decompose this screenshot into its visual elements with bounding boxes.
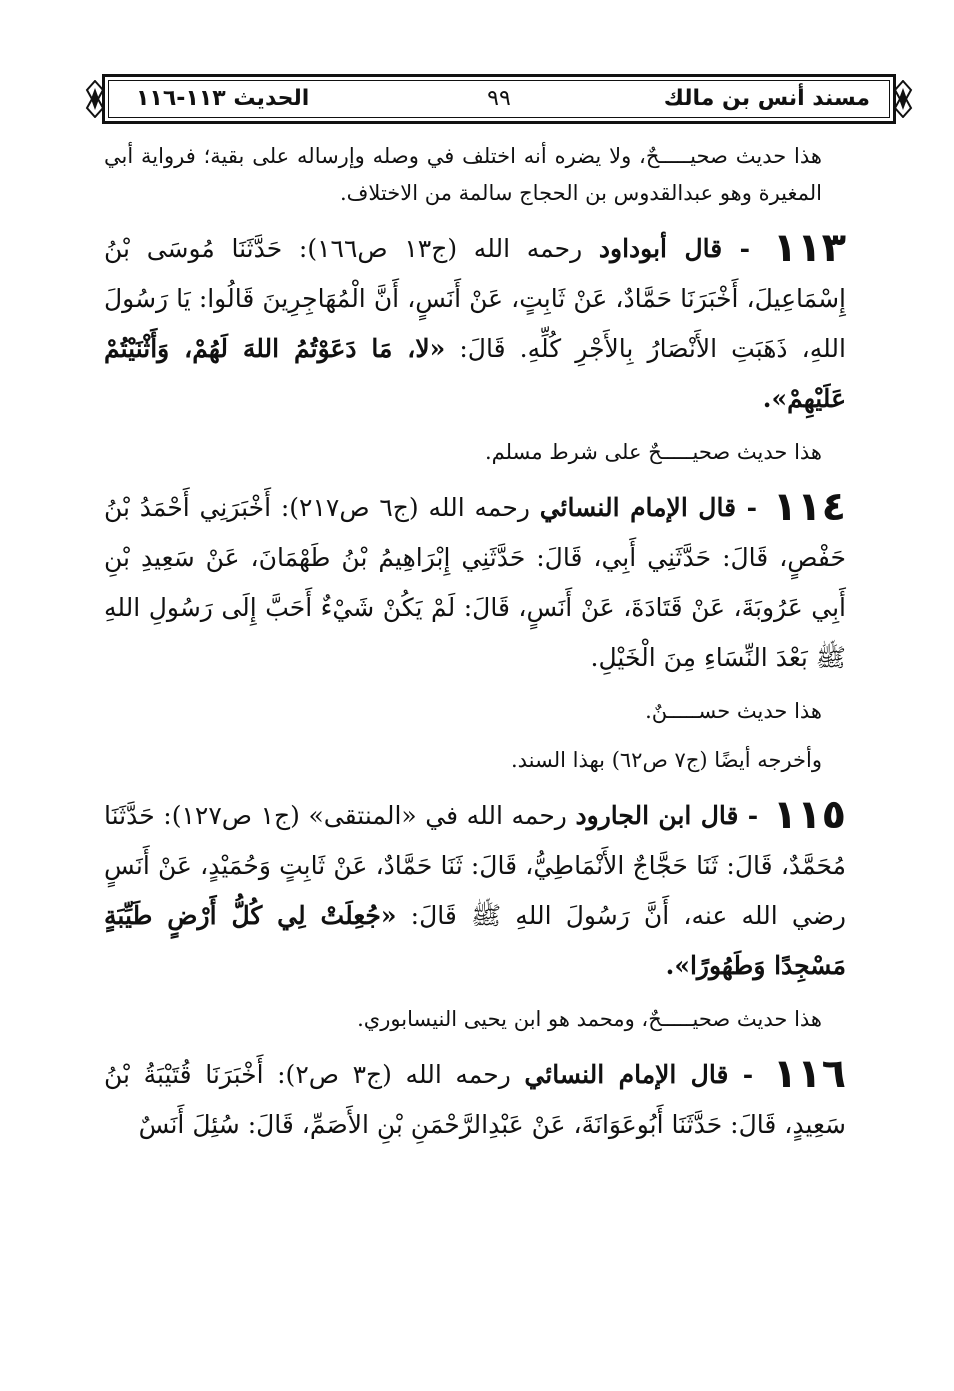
page-number: ٩٩: [487, 86, 511, 111]
hadith-intro: - قال ابن الجارود: [575, 801, 759, 830]
hadith-text: رحمه الله في «المنتقى» (ج١ ص١٢٧): حَدَّثَنَا مُحَمَّدٌ، قَالَ: ثَنَا حَجَّاجٌ الأَنْمَاطِيُّ، قَالَ: ثَنَا حَمَّادٌ، عَنْ ثَابِتٍ وَحُمَيْدٍ، عَنْ أَنَسٍ رضي الله عنه، أَنَّ رَسُولَ اللهِ ﷺ قَالَ:: [104, 801, 846, 930]
hadith-113: [104, 224, 846, 424]
hadith-intro: - قال الإمام النسائي: [524, 1060, 754, 1089]
grading-note: هذا حديث صحيـــــحٌ، ولا يضره أنه اختلف في وصله وإرساله على بقية؛ فرواية أبي المغيرة وهو عبدالقدوس بن الحجاج سالمة من الاختلاف.: [104, 144, 822, 205]
reference-note: وأخرجه أيضًا (ج٧ ص٦٢) بهذا السند.: [510, 748, 822, 772]
hadith-114: [104, 483, 846, 683]
hadith-number: ١١٣: [772, 225, 846, 271]
grading-note: هذا حديث حســـــنٌ.: [645, 699, 822, 723]
hadith-quote: «لا، مَا دَعَوْتُمُ اللهَ لَهُمْ، وَأَثْنَيْتُمْ عَلَيْهِمْ».: [104, 334, 846, 413]
hadith-text: رحمه الله (ج٦ ص٢١٧): أَخْبَرَنِي أَحْمَدُ بْنُ حَفْصٍ، قَالَ: حَدَّثَنِي أَبِي، قَالَ: حَدَّثَنِي إِبْرَاهِيمُ بْنُ طَهْمَانَ، عَنْ سَعِيدِ بْنِ أَبِي عَرُوبَةَ، عَنْ قَتَادَةَ، عَنْ أَنَسٍ، قَالَ: لَمْ يَكُنْ شَيْءٌ أَحَبَّ إِلَى رَسُولِ اللهِ ﷺ بَعْدَ النِّسَاءِ مِنَ الْخَيْلِ.: [104, 493, 846, 672]
hadith-range: الحديث ١١٣-١١٦: [136, 86, 310, 111]
hadith-text: رحمه الله (ج٣ ص٢): أَخْبَرَنَا قُتَيْبَةُ بْنُ سَعِيدٍ، قَالَ: حَدَّثَنَا أَبُوعَوَانَةَ، عَنْ عَبْدِالرَّحْمَنِ بْنِ الأَصَمِّ، قَالَ: سُئِلَ أَنَسٌ: [104, 1060, 846, 1139]
grading-note: هذا حديث صحيـــــحٌ، ومحمد هو ابن يحيى النيسابوري.: [357, 1007, 822, 1031]
hadith-116: [104, 1050, 846, 1150]
hadith-number: ١١٦: [772, 1051, 847, 1097]
page-body: [104, 138, 846, 1160]
hadith-intro: - قال الإمام النسائي: [539, 493, 757, 522]
hadith-115: [104, 791, 846, 991]
book-title: مسند أنس بن مالك: [663, 86, 870, 111]
hadith-text: رحمه الله (ج١٣ ص١٦٦): حَدَّثَنَا مُوسَى بْنُ إِسْمَاعِيلَ، أَخْبَرَنَا حَمَّادٌ، عَنْ ثَابِتٍ، عَنْ أَنَسٍ، أَنَّ الْمُهَاجِرِينَ قَالُوا: يَا رَسُولَ اللهِ، ذَهَبَتِ الأَنْصَارُ بِالأَجْرِ كُلِّهِ. قَالَ:: [104, 234, 846, 363]
hadith-number: ١١٤: [772, 484, 847, 530]
page-header: [84, 74, 914, 126]
hadith-intro: - قال أبوداود: [598, 234, 751, 263]
hadith-number: ١١٥: [772, 792, 847, 838]
hadith-quote: «جُعِلَتْ لِي كُلُّ أَرْضٍ طَيِّبَةٍ مَسْجِدًا وَطَهُورًا».: [104, 901, 846, 980]
grading-note: هذا حديث صحيـــــحٌ على شرط مسلم.: [485, 440, 822, 464]
